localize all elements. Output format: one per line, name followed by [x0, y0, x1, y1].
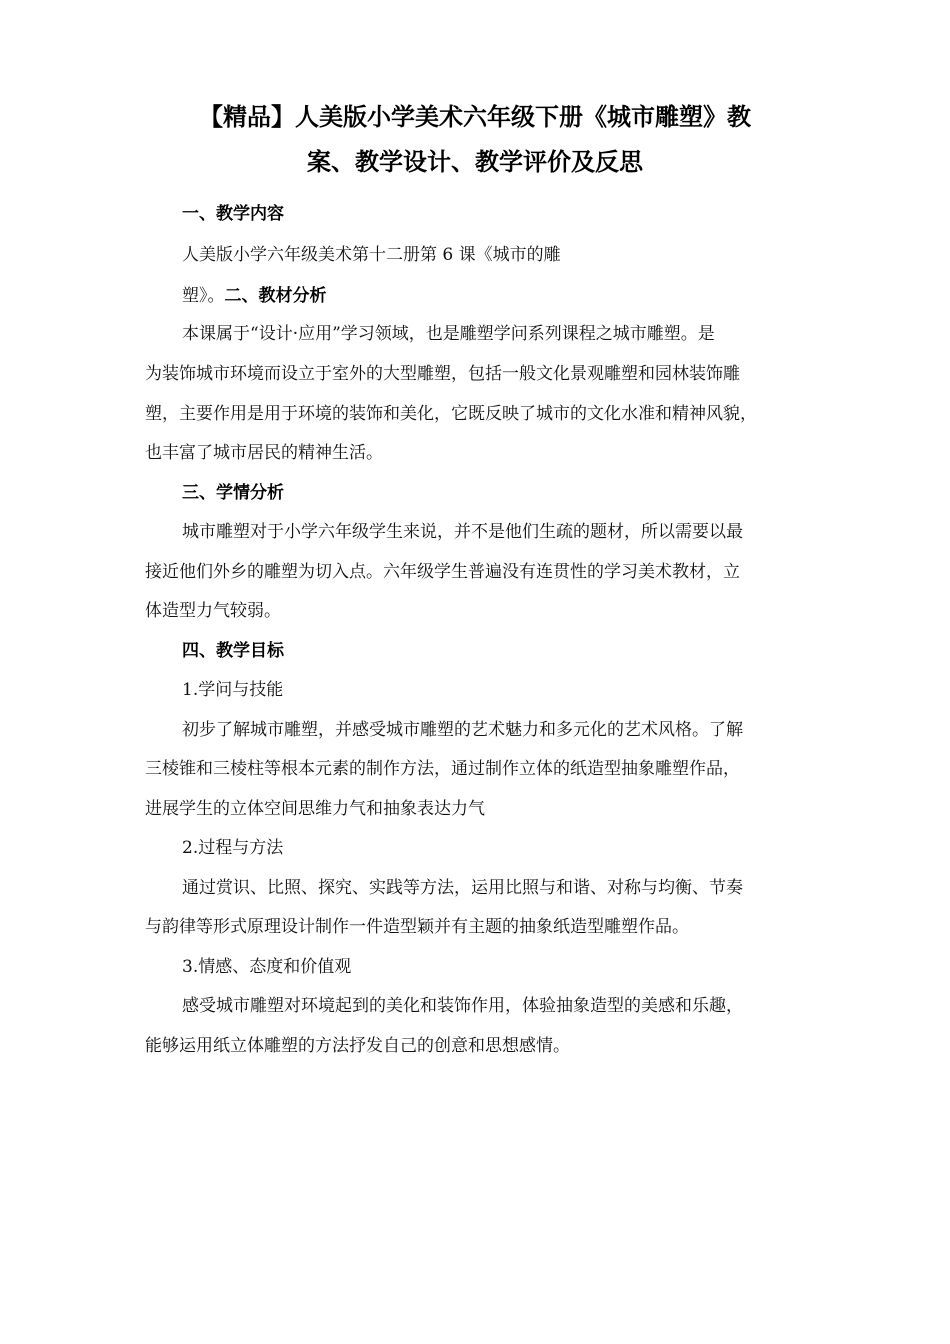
paragraph-line: 塑，主要作用是用于环境的装饰和美化，它既反映了城市的文化水准和精神风貌，: [145, 404, 757, 424]
subheading-process-methods: 2.过程与方法: [182, 838, 284, 858]
document-title-line-2: 案、教学设计、教学评价及反思: [307, 148, 643, 176]
section-heading-material-analysis: 二、教材分析: [224, 286, 327, 306]
paragraph-line: 接近他们外乡的雕塑为切入点。六年级学生普遍没有连贯性的学习美术教材，立: [145, 562, 740, 582]
paragraph-line: 为装饰城市环境而设立于室外的大型雕塑，包括一般文化景观雕塑和园林装饰雕: [145, 364, 740, 384]
document-title-line-1: 【精品】人美版小学美术六年级下册《城市雕塑》教: [199, 103, 751, 131]
section-heading-teaching-content: 一、教学内容: [182, 204, 284, 224]
paragraph-line: 城市雕塑对于小学六年级学生来说，并不是他们生疏的题材，所以需要以最: [182, 522, 743, 542]
paragraph-line: 人美版小学六年级美术第十二册第 6 课《城市的雕: [182, 245, 561, 265]
paragraph-line: 本课属于“设计·应用”学习领域，也是雕塑学问系列课程之城市雕塑。是: [182, 324, 715, 344]
subheading-emotion-values: 3.情感、态度和价值观: [182, 957, 352, 977]
paragraph-line: [182, 284, 327, 308]
paragraph-line: 三棱锥和三棱柱等根本元素的制作方法，通过制作立体的纸造型抽象雕塑作品，: [145, 759, 740, 779]
paragraph-line: 进展学生的立体空间思维力气和抽象表达力气: [145, 799, 485, 819]
section-heading-student-analysis: 三、学情分析: [182, 483, 284, 503]
paragraph-line: 也丰富了城市居民的精神生活。: [145, 443, 383, 463]
paragraph-line: 初步了解城市雕塑，并感受城市雕塑的艺术魅力和多元化的艺术风格。了解: [182, 720, 743, 740]
section-heading-teaching-objectives: 四、教学目标: [182, 641, 284, 661]
paragraph-line: 通过赏识、比照、探究、实践等方法，运用比照与和谐、对称与均衡、节奏: [182, 878, 743, 898]
paragraph-text: 塑》。: [182, 286, 225, 306]
paragraph-line: 与韵律等形式原理设计制作一件造型颖并有主题的抽象纸造型雕塑作品。: [145, 917, 689, 937]
paragraph-line: 体造型力气较弱。: [145, 601, 281, 621]
paragraph-line: 能够运用纸立体雕塑的方法抒发自己的创意和思想感情。: [145, 1036, 570, 1056]
subheading-knowledge-skills: 1.学问与技能: [182, 680, 284, 700]
paragraph-line: 感受城市雕塑对环境起到的美化和装饰作用，体验抽象造型的美感和乐趣，: [182, 996, 743, 1016]
